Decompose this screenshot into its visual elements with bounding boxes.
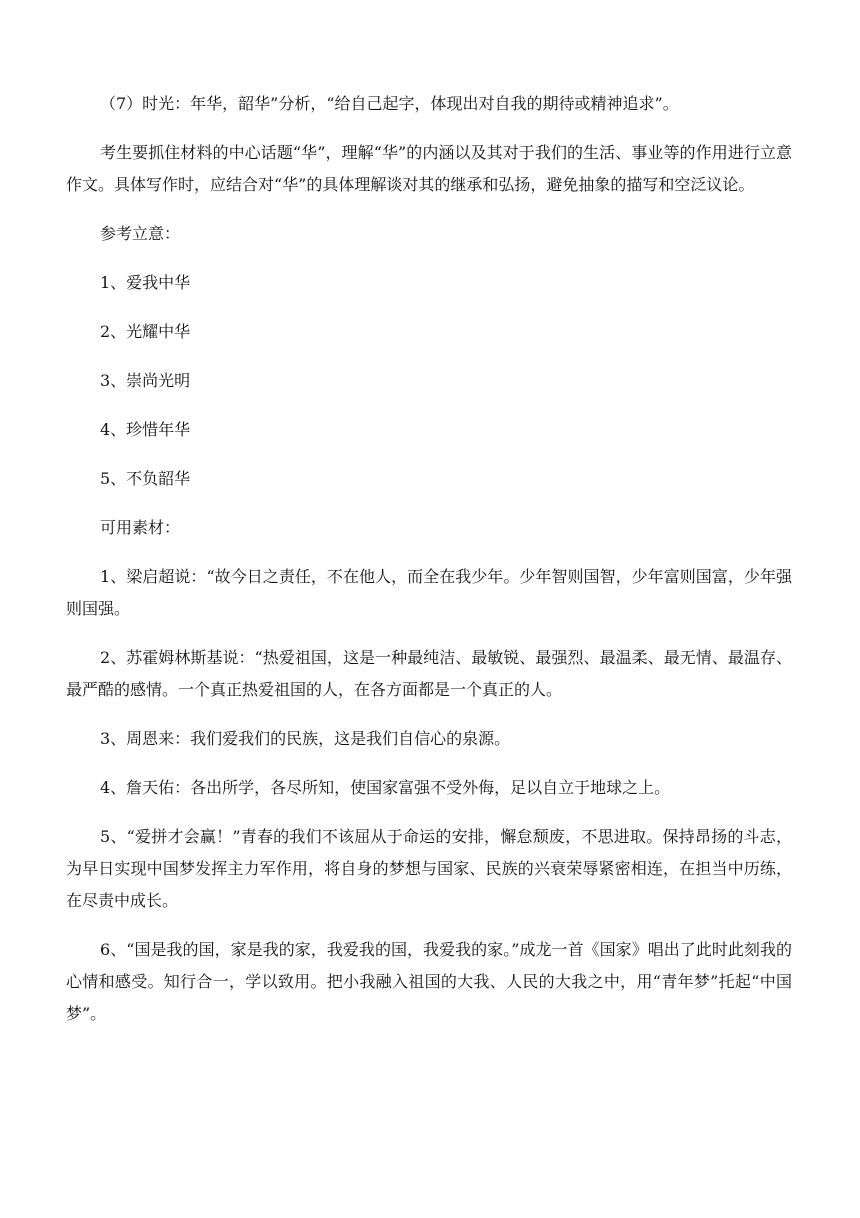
paragraph-time-analysis: （7）时光：年华，韶华”分析，“给自己起字，体现出对自我的期待或精神追求”。 [100,94,679,113]
heading-available-materials: 可用素材： [100,518,181,537]
theme-item-3: 3、崇尚光明 [100,371,191,390]
material-item-2: 2、苏霍姆林斯基说：“热爱祖国，这是一种最纯洁、最敏锐、最强烈、最温柔、最无情、最温存、最严酷的感情。一个真正热爱祖国的人，在各方面都是一个真正的人。 [66,648,792,699]
theme-item-4: 4、珍惜年华 [100,420,191,439]
paragraph-writing-guidance: 考生要抓住材料的中心话题“华”，理解“华”的内涵以及其对于我们的生活、事业等的作用进行立意作文。具体写作时，应结合对“华”的具体理解谈对其的继承和弘扬，避免抽象的描写和空泛议论。 [66,143,792,194]
material-item-4: 4、詹天佑：各出所学，各尽所知，使国家富强不受外侮，足以自立于地球之上。 [100,778,671,797]
heading-reference-themes: 参考立意： [100,224,181,243]
theme-item-1: 1、爱我中华 [100,273,191,292]
material-item-1: 1、梁启超说：“故今日之责任，不在他人，而全在我少年。少年智则国智，少年富则国富，少年强则国强。 [66,567,792,618]
material-item-6: 6、“国是我的国，家是我的家，我爱我的国，我爱我的家。”成龙一首《国家》唱出了此时此刻我的心情和感受。知行合一，学以致用。把小我融入祖国的大我、人民的大我之中，用“青年梦”托起“中国梦”。 [66,940,792,1023]
material-item-5: 5、“爱拼才会赢！”青春的我们不该屈从于命运的安排，懈怠颓废，不思进取。保持昂扬的斗志，为早日实现中国梦发挥主力军作用，将自身的梦想与国家、民族的兴衰荣辱紧密相连，在担当中历练，在尽责中成长。 [66,827,792,910]
theme-item-5: 5、不负韶华 [100,469,191,488]
theme-item-2: 2、光耀中华 [100,322,191,341]
material-item-3: 3、周恩来：我们爱我们的民族，这是我们自信心的泉源。 [100,729,511,748]
